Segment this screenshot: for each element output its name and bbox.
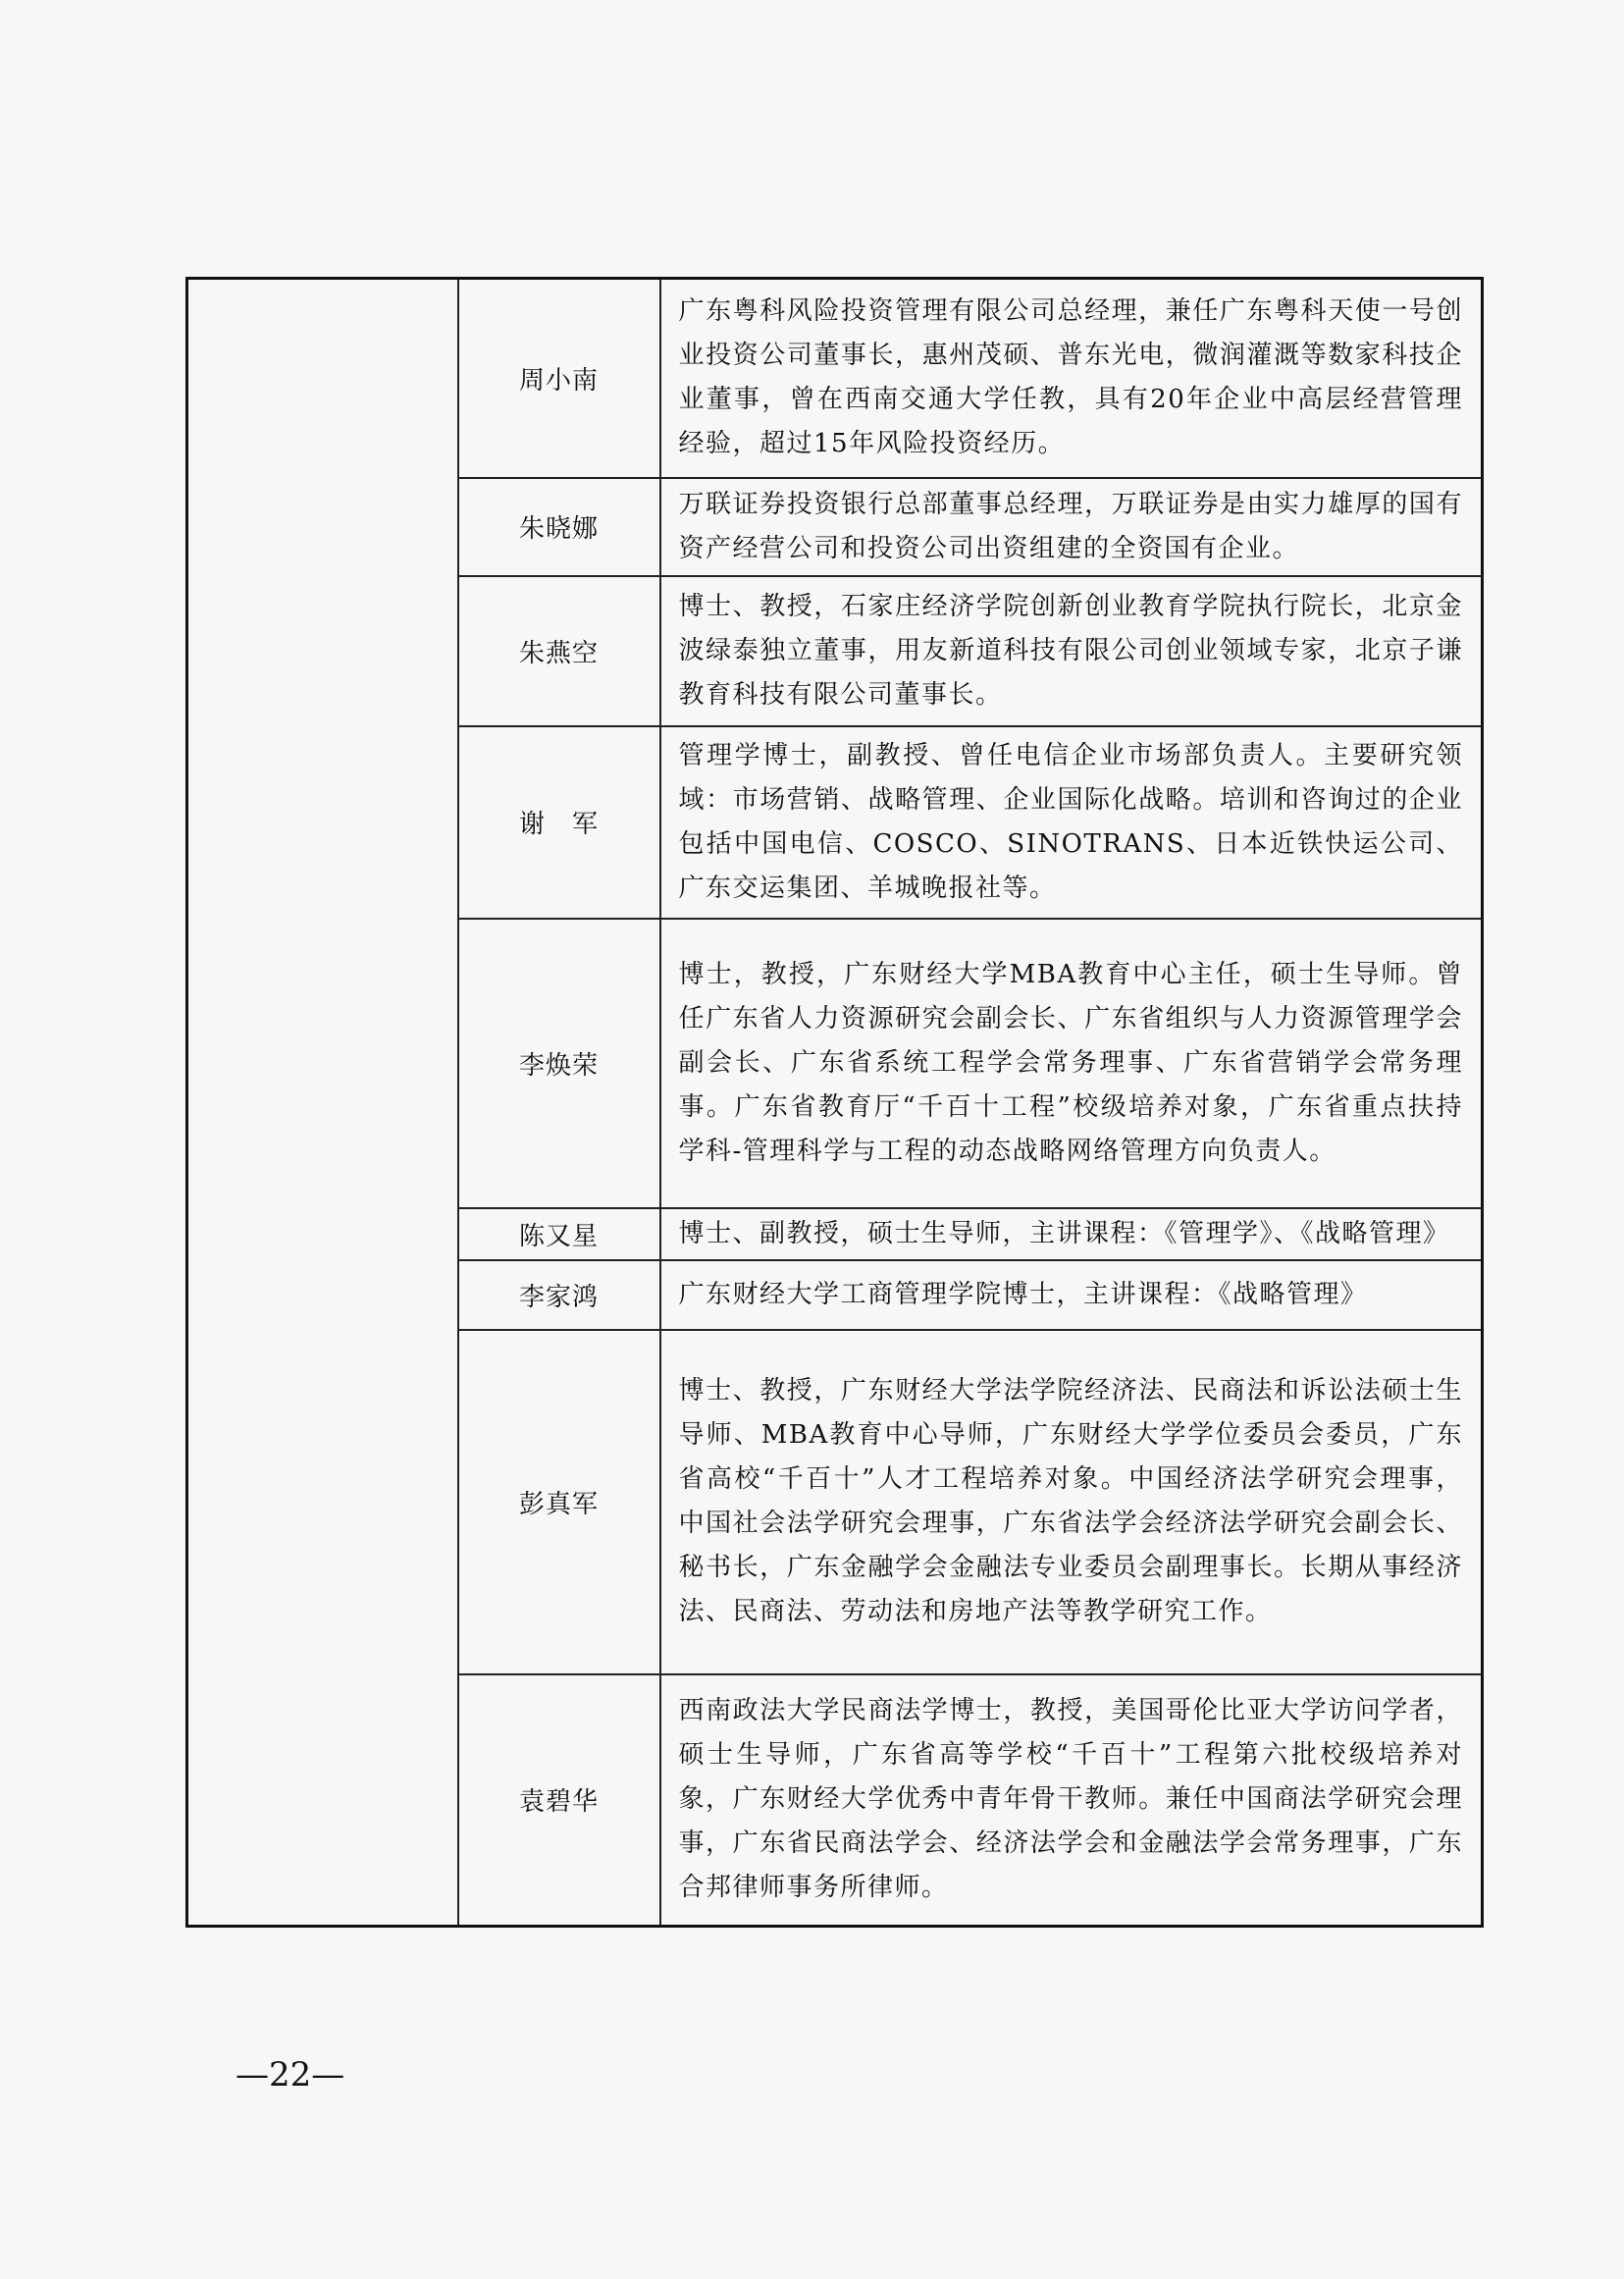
expert-description: 西南政法大学民商法学博士，教授，美国哥伦比亚大学访问学者，硕士生导师，广东省高等学校“千百十”工程第六批校级培养对象，广东财经大学优秀中青年骨干教师。兼任中国商法学研究会理事，广东省民商法学会、经济法学会和金融法学会常务理事，广东合邦律师事务所律师。 (660, 1674, 1483, 1927)
expert-description: 广东财经大学工商管理学院博士，主讲课程：《战略管理》 (660, 1260, 1483, 1330)
expert-name: 李焕荣 (458, 919, 660, 1208)
expert-name: 谢 军 (458, 726, 660, 919)
expert-description: 博士、教授，广东财经大学法学院经济法、民商法和诉讼法硕士生导师、MBA教育中心导师，广东财经大学学位委员会委员，广东省高校“千百十”人才工程培养对象。中国经济法学研究会理事，中国社会法学研究会理事，广东省法学会经济法学研究会副会长、秘书长，广东金融学会金融法专业委员会副理事长。长期从事经济法、民商法、劳动法和房地产法等教学研究工作。 (660, 1330, 1483, 1674)
expert-name: 陈又星 (458, 1208, 660, 1260)
expert-name: 周小南 (458, 279, 660, 478)
expert-name: 袁碧华 (458, 1674, 660, 1927)
table-row (187, 279, 1483, 478)
expert-description: 博士，教授，广东财经大学MBA教育中心主任，硕士生导师。曾任广东省人力资源研究会副会长、广东省组织与人力资源管理学会副会长、广东省系统工程学会常务理事、广东省营销学会常务理事。广东省教育厅“千百十工程”校级培养对象，广东省重点扶持学科-管理科学与工程的动态战略网络管理方向负责人。 (660, 919, 1483, 1208)
expert-description: 万联证券投资银行总部董事总经理，万联证券是由实力雄厚的国有资产经营公司和投资公司出资组建的全资国有企业。 (660, 478, 1483, 576)
expert-name: 彭真军 (458, 1330, 660, 1674)
merged-category-cell (187, 279, 458, 1927)
expert-name: 朱晓娜 (458, 478, 660, 576)
expert-description: 广东粤科风险投资管理有限公司总经理，兼任广东粤科天使一号创业投资公司董事长，惠州茂硕、普东光电，微润灌溉等数家科技企业董事，曾在西南交通大学任教，具有20年企业中高层经营管理经验，超过15年风险投资经历。 (660, 279, 1483, 478)
expert-description: 管理学博士，副教授、曾任电信企业市场部负责人。主要研究领域：市场营销、战略管理、企业国际化战略。培训和咨询过的企业包括中国电信、COSCO、SINOTRANS、日本近铁快运公司、广东交运集团、羊城晚报社等。 (660, 726, 1483, 919)
expert-bio-table (185, 277, 1484, 1928)
page-number: —22— (236, 2055, 345, 2094)
expert-description: 博士、副教授，硕士生导师，主讲课程：《管理学》、《战略管理》 (660, 1208, 1483, 1260)
expert-name: 朱燕空 (458, 576, 660, 726)
expert-description: 博士、教授，石家庄经济学院创新创业教育学院执行院长，北京金波绿泰独立董事，用友新道科技有限公司创业领域专家，北京子谦教育科技有限公司董事长。 (660, 576, 1483, 726)
expert-name: 李家鸿 (458, 1260, 660, 1330)
